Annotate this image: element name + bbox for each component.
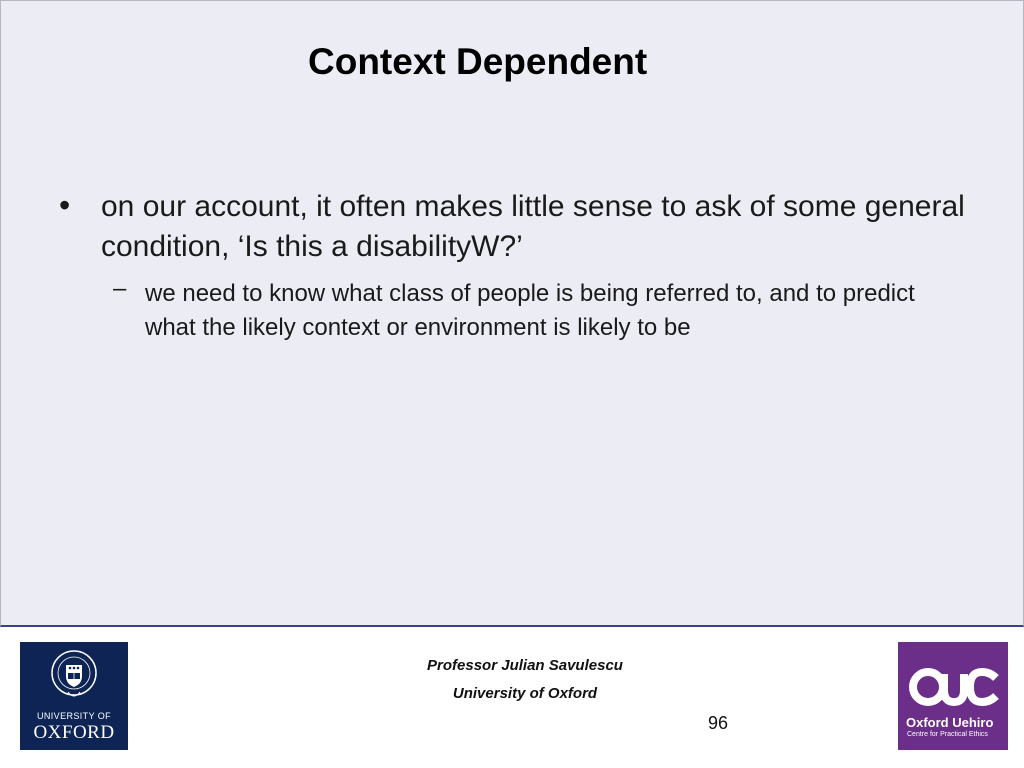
oxford-logo-line1: UNIVERSITY OF [36, 711, 112, 721]
sub-bullet-text: we need to know what class of people is being referred to, and to predict what the likely context or environment is likely to be [145, 280, 915, 341]
oxford-crest-icon [49, 648, 99, 704]
bullet-text: on our account, it often makes little sense to ask of some general condition, ‘Is this a disabilityW?’ [101, 190, 965, 263]
oxford-uehiro-logo [898, 642, 1008, 750]
uehiro-logo-line2: Centre for Practical Ethics [907, 731, 988, 738]
page-number: 96 [708, 713, 729, 733]
bullet-marker: • [59, 187, 71, 223]
oxford-logo-line2: OXFORD [33, 722, 115, 743]
uehiro-mark-icon [906, 664, 1000, 710]
uehiro-logo-line1: Oxford Uehiro [906, 715, 994, 730]
university-of-oxford-logo [20, 642, 128, 750]
footer-author: Professor Julian Savulescu [427, 657, 623, 674]
dash-marker: – [113, 275, 127, 302]
slide-title: Context Dependent [308, 41, 648, 82]
footer-university: University of Oxford [452, 685, 598, 702]
